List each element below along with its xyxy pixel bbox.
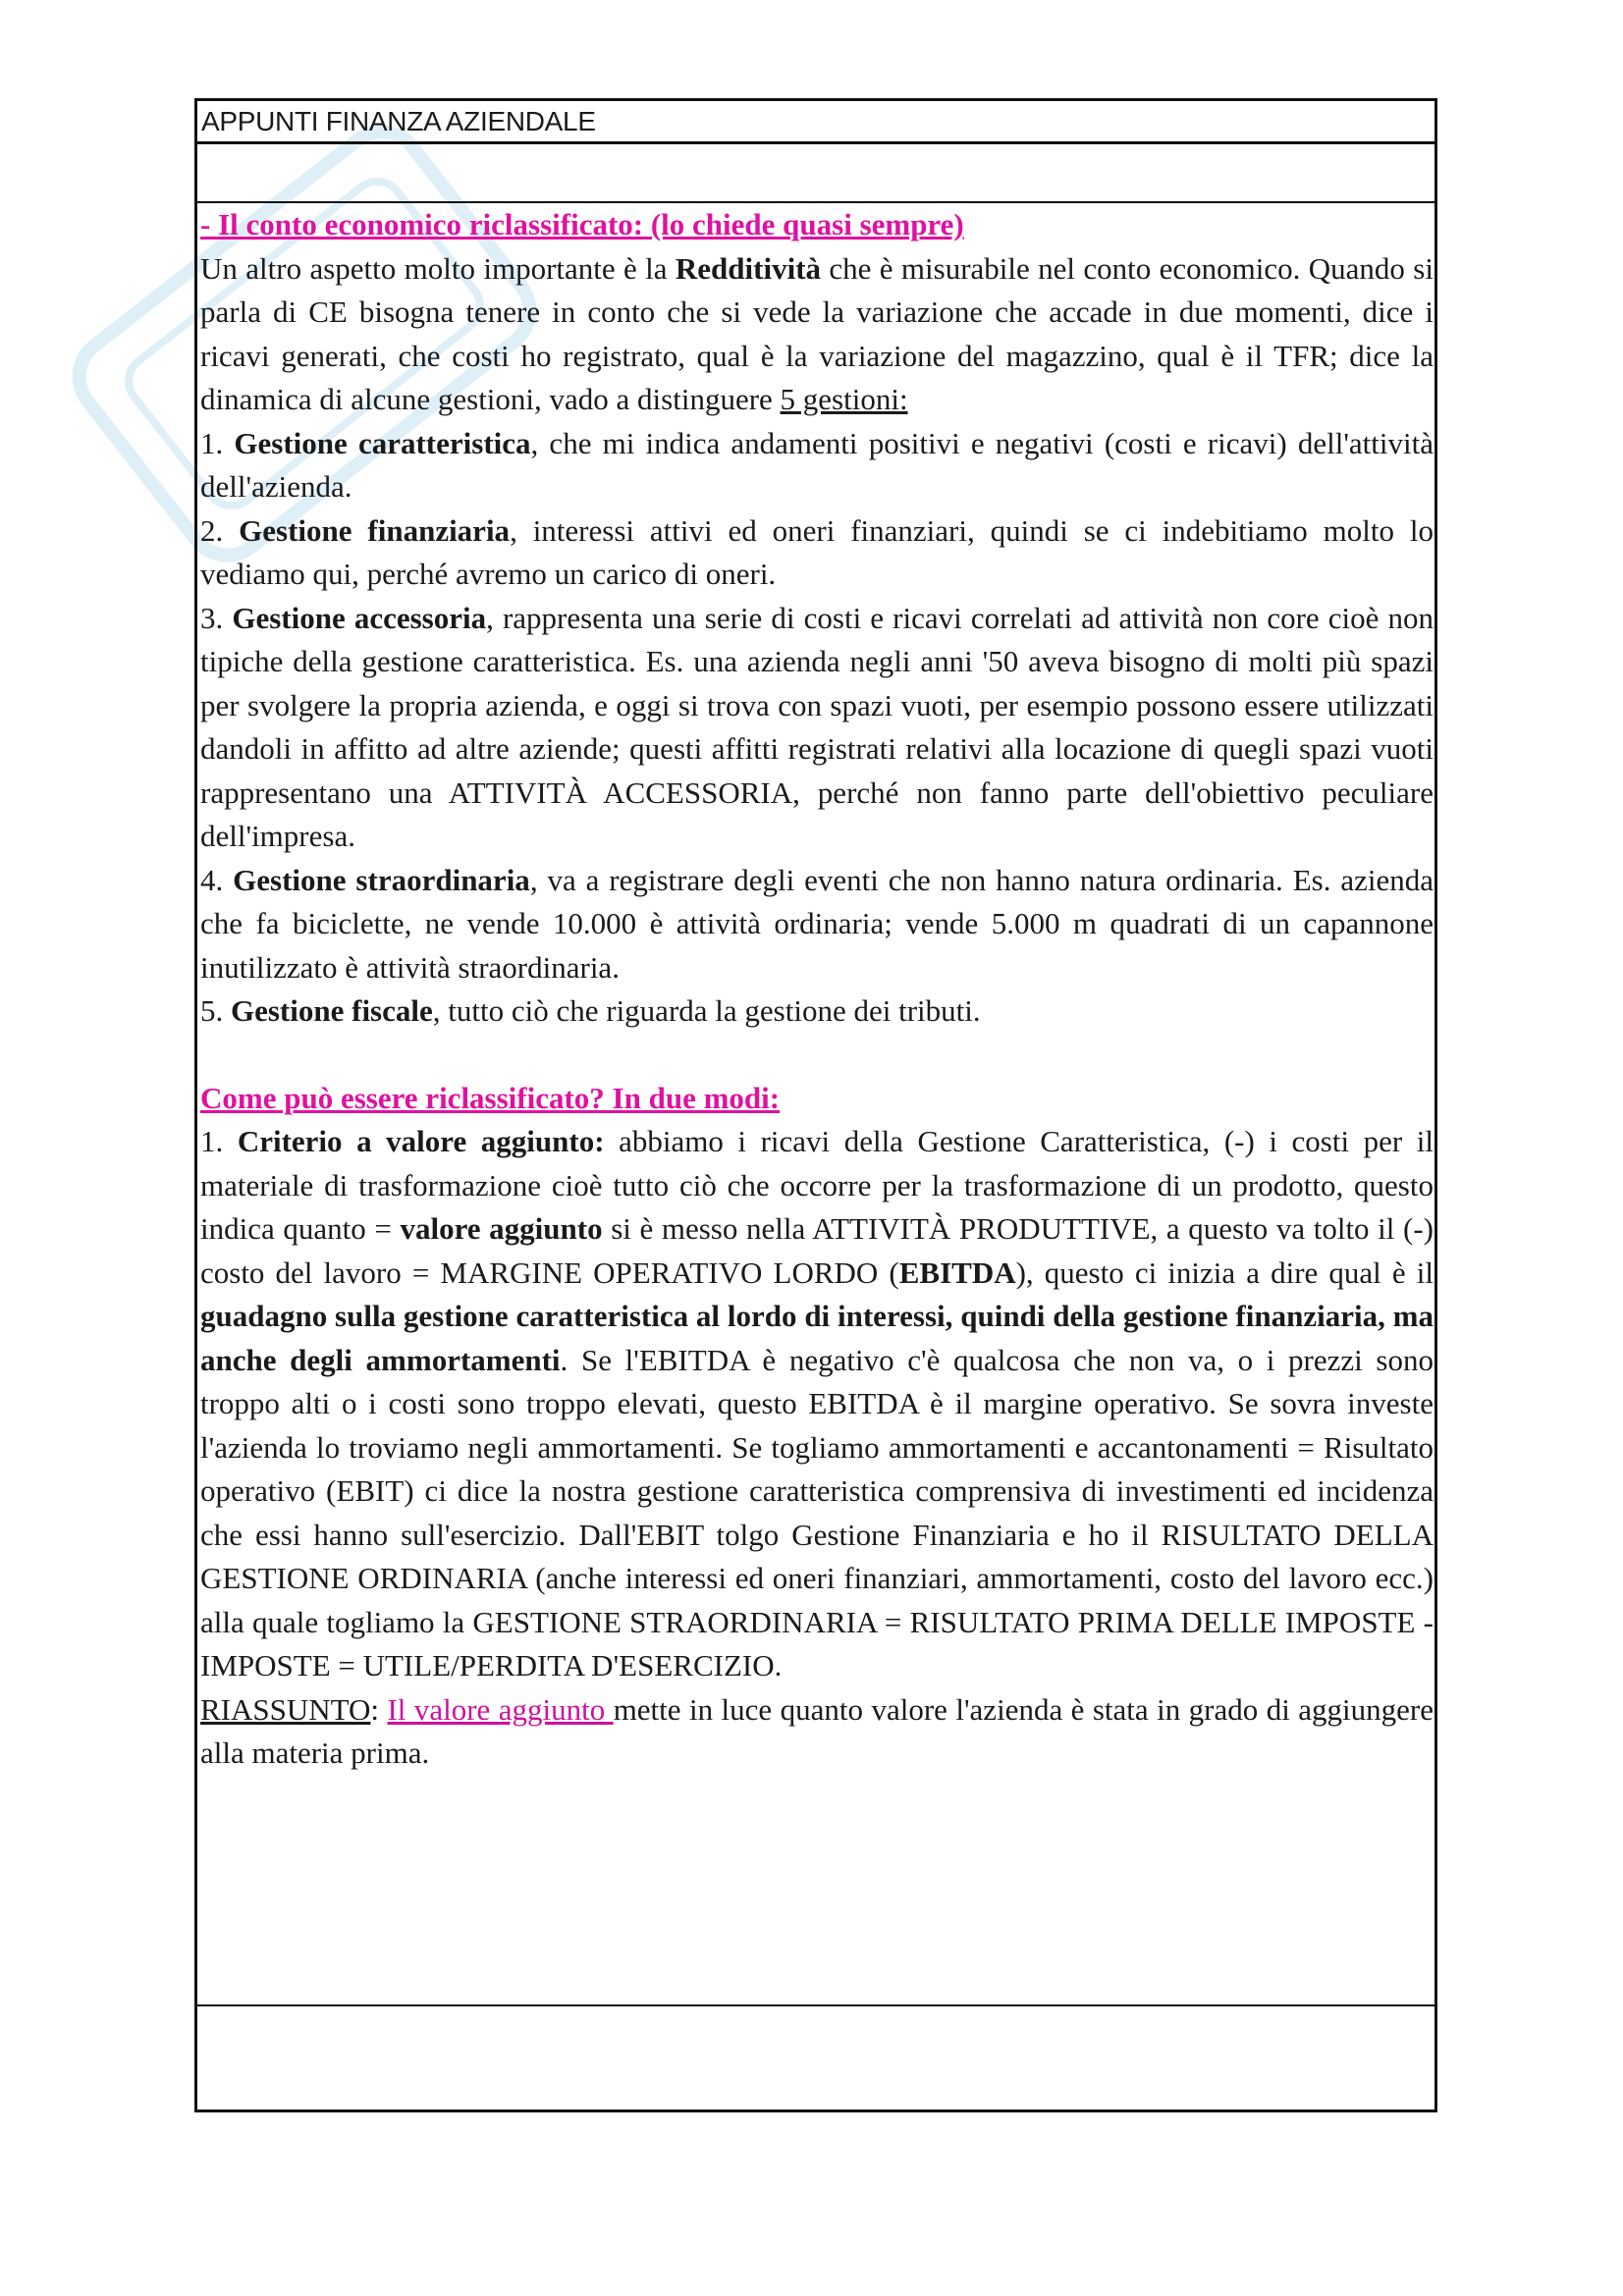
list-item: 4. Gestione straordinaria, va a registrare degli eventi che non hanno natura ordinaria. Es. azienda che fa biciclette, ne vende 10.000 è attività ordinaria; vende 5.000 m quadrati di un capannone inutilizzato è attività straordinaria. <box>200 862 1434 985</box>
summary-paragraph: RIASSUNTO: Il valore aggiunto mette in luce quanto valore l'azienda è stata in grado di aggiungere alla materia prima. <box>200 1691 1434 1770</box>
document-title: APPUNTI FINANZA AZIENDALE <box>197 101 1434 144</box>
list-item: 1. Gestione caratteristica, che mi indica andamenti positivi e negativi (costi e ricavi) dell'attività dell'azienda. <box>200 425 1434 504</box>
notes-table <box>194 98 1437 2112</box>
empty-row <box>197 144 1434 203</box>
list-item: 5. Gestione fiscale, tutto ciò che riguarda la gestione dei tributi. <box>200 993 981 1028</box>
criterion-paragraph: 1. Criterio a valore aggiunto: abbiamo i ricavi della Gestione Caratteristica, (-) i costi per il materiale di trasformazione cioè tutto ciò che occorre per la trasformazione di un prodotto, questo indica quanto = valore aggiunto si è messo nella ATTIVITÀ PRODUTTIVE, a questo va tolto il (-) costo del lavoro = MARGINE OPERATIVO LORDO (EBITDA), questo ci inizia a dire qual è il guadagno sulla gestione caratteristica al lordo di interessi, quindi della gestione finanziaria, ma anche degli ammortamenti. Se l'EBITDA è negativo c'è qualcosa che non va, o i prezzi sono troppo alti o i costi sono troppo elevati, questo EBITDA è il margine operativo. Se sovra investe l'azienda lo troviamo negli ammortamenti. Se togliamo ammortamenti e accantonamenti = Risultato operativo (EBIT) ci dice la nostra gestione caratteristica comprensiva di investimenti ed incidenza che essi hanno sull'esercizio. Dall'EBIT tolgo Gestione Finanziaria e ho il RISULTATO DELLA GESTIONE ORDINARIA (anche interessi ed oneri finanziari, ammortamenti, costo del lavoro ecc.) alla quale togliamo la GESTIONE STRAORDINARIA = RISULTATO PRIMA DELLE IMPOSTE - IMPOSTE = UTILE/PERDITA D'ESERCIZIO. <box>200 1124 1434 1682</box>
summary-link[interactable]: Il valore aggiunto <box>387 1691 614 1727</box>
empty-row <box>197 2006 1434 2109</box>
section-heading: Come può essere riclassificato? In due modi: <box>200 1080 781 1115</box>
section-heading: - Il conto economico riclassificato: (lo chiede quasi sempre) <box>200 207 964 241</box>
notes-body <box>200 203 1434 1776</box>
list-item: 3. Gestione accessoria, rappresenta una serie di costi e ricavi correlati ad attività non core cioè non tipiche della gestione caratteristica. Es. una azienda negli anni '50 aveva bisogno di molti più spazi per svolgere la propria azienda, e oggi si trova con spazi vuoti, per esempio possono essere utilizzati dandoli in affitto ad altre aziende; questi affitti registrati relativi alla locazione di quegli spazi vuoti rappresentano una ATTIVITÀ ACCESSORIA, perché non fanno parte dell'obiettivo peculiare dell'impresa. <box>200 600 1434 853</box>
list-item: 2. Gestione finanziaria, interessi attivi ed oneri finanziari, quindi se ci indebitiamo molto lo vediamo qui, perché avremo un carico di oneri. <box>200 512 1434 591</box>
intro-paragraph: Un altro aspetto molto importante è la Redditività che è misurabile nel conto economico. Quando si parla di CE bisogna tenere in conto che si vede la variazione che accade in due momenti, dice i ricavi generati, che costi ho registrato, qual è la variazione del magazzino, qual è il TFR; dice la dinamica di alcune gestioni, vado a distinguere 5 gestioni: <box>200 250 1434 416</box>
